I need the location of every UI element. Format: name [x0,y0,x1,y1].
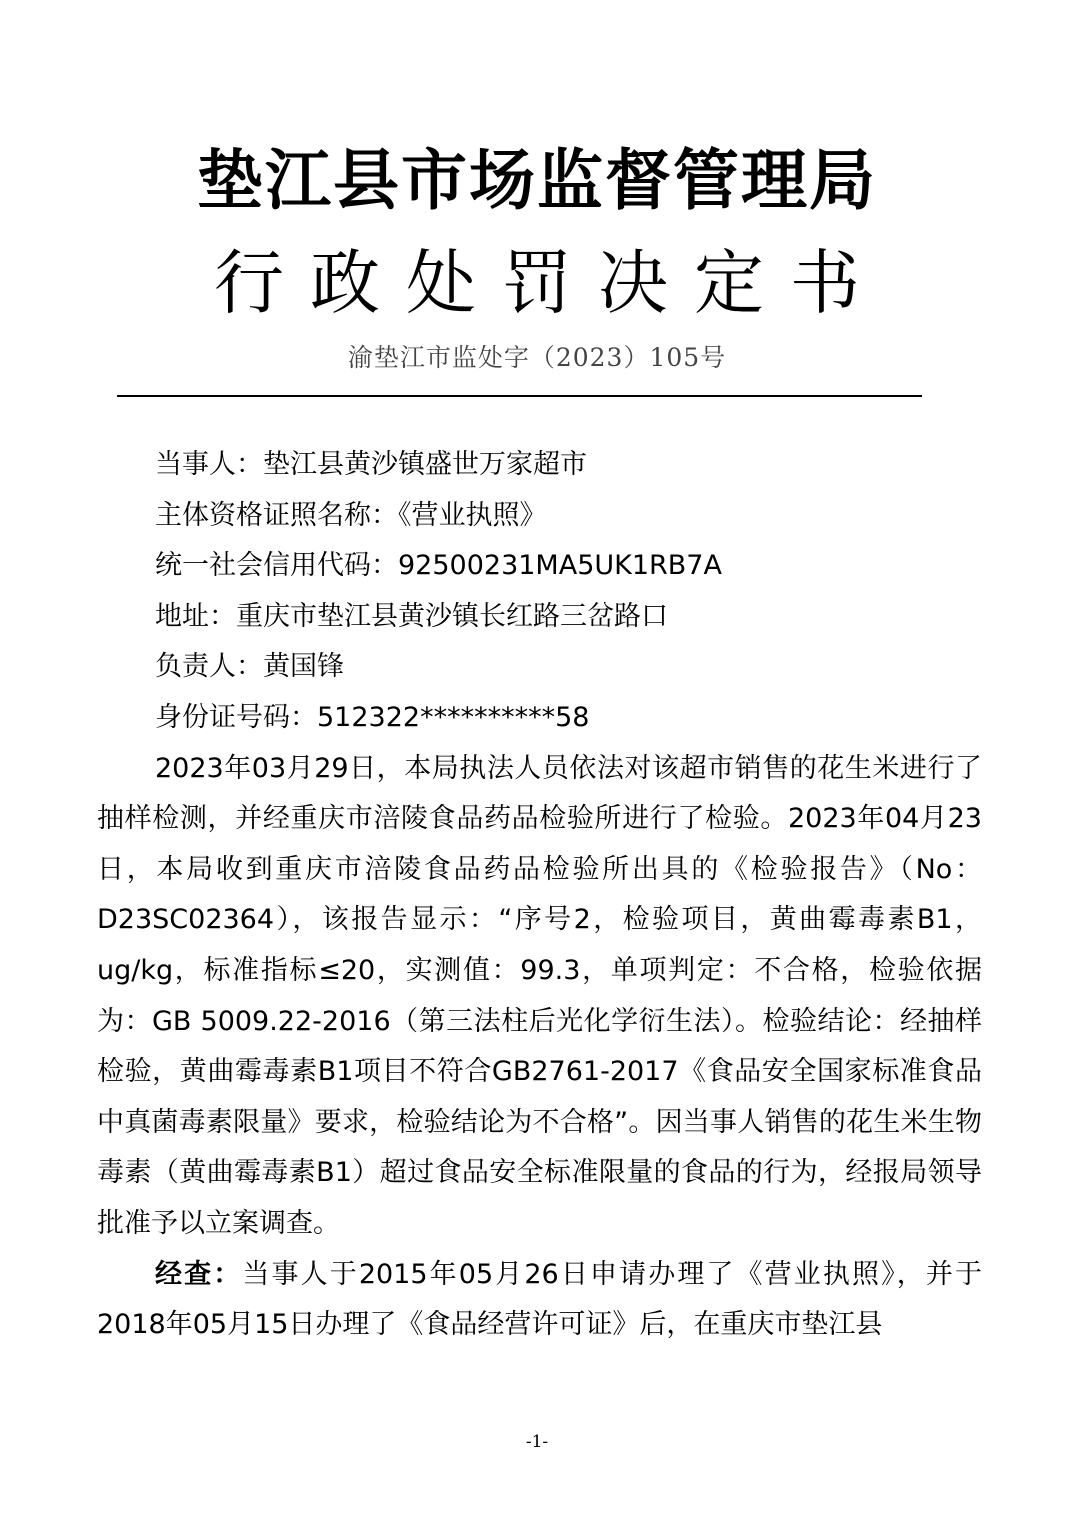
responsible-person-line [97,642,982,693]
license-name-value: 《营业执照》 [398,499,547,531]
document-type-title: 行政处罚决定书 [214,242,886,324]
header-divider [117,395,922,397]
license-name-label: 主体资格证照名称： [155,499,398,531]
page-number: -1- [525,1432,549,1452]
credit-code-label: 统一社会信用代码： [155,550,398,582]
id-number-label: 身份证号码： [155,701,317,733]
document-number: 渝垫江市监处字（2023）105号 [347,343,727,372]
responsible-person-label: 负责人： [155,651,263,683]
party-name-label: 当事人： [155,449,263,480]
investigation-paragraph [97,1250,982,1351]
party-name-line [97,440,982,491]
address-line [97,592,982,643]
address-label: 地址： [155,600,236,632]
issuing-authority-title: 垫江县市场监督管理局 [197,142,877,219]
credit-code-value: 92500231MA5UK1RB7A [398,550,722,582]
case-background-paragraph: 2023年03月29日，本局执法人员依法对该超市销售的花生米进行了抽样检测，并经重庆市涪陵食品药品检验所进行了检验。2023年04月23日，本局收到重庆市涪陵食品药品检验所出具的《检验报告》（No：D23SC02364），该报告显示：“序号2，检验项目，黄曲霉毒素B1，ug/kg，标准指标≤20，实测值：99.3，单项判定：不合格，检验依据为：GB 5009.22-2016（第三法柱后光化学衍生法）。检验结论：经抽样检验，黄曲霉毒素B1项目不符合GB2761-2017《食品安全国家标准食品中真菌毒素限量》要求，检验结论为不合格”。因当事人销售的花生米生物毒素（黄曲霉毒素B1）超过食品安全标准限量的食品的行为，经报局领导批准予以立案调查。 [97,752,982,1239]
license-name-line [97,491,982,542]
credit-code-line [97,541,982,592]
id-number-value: 512322**********58 [317,701,590,733]
address-value: 重庆市垫江县黄沙镇长红路三岔路口 [236,600,668,632]
responsible-person-value: 黄国锋 [263,651,344,683]
document-body [97,440,982,1351]
investigation-text: 当事人于2015年05月26日申请办理了《营业执照》，并于2018年05月15日办理了《食品经营许可证》后，在重庆市垫江县 [97,1258,982,1341]
id-number-line [97,693,982,744]
investigation-lead: 经查： [155,1258,243,1290]
party-name-value: 垫江县黄沙镇盛世万家超市 [263,449,587,480]
